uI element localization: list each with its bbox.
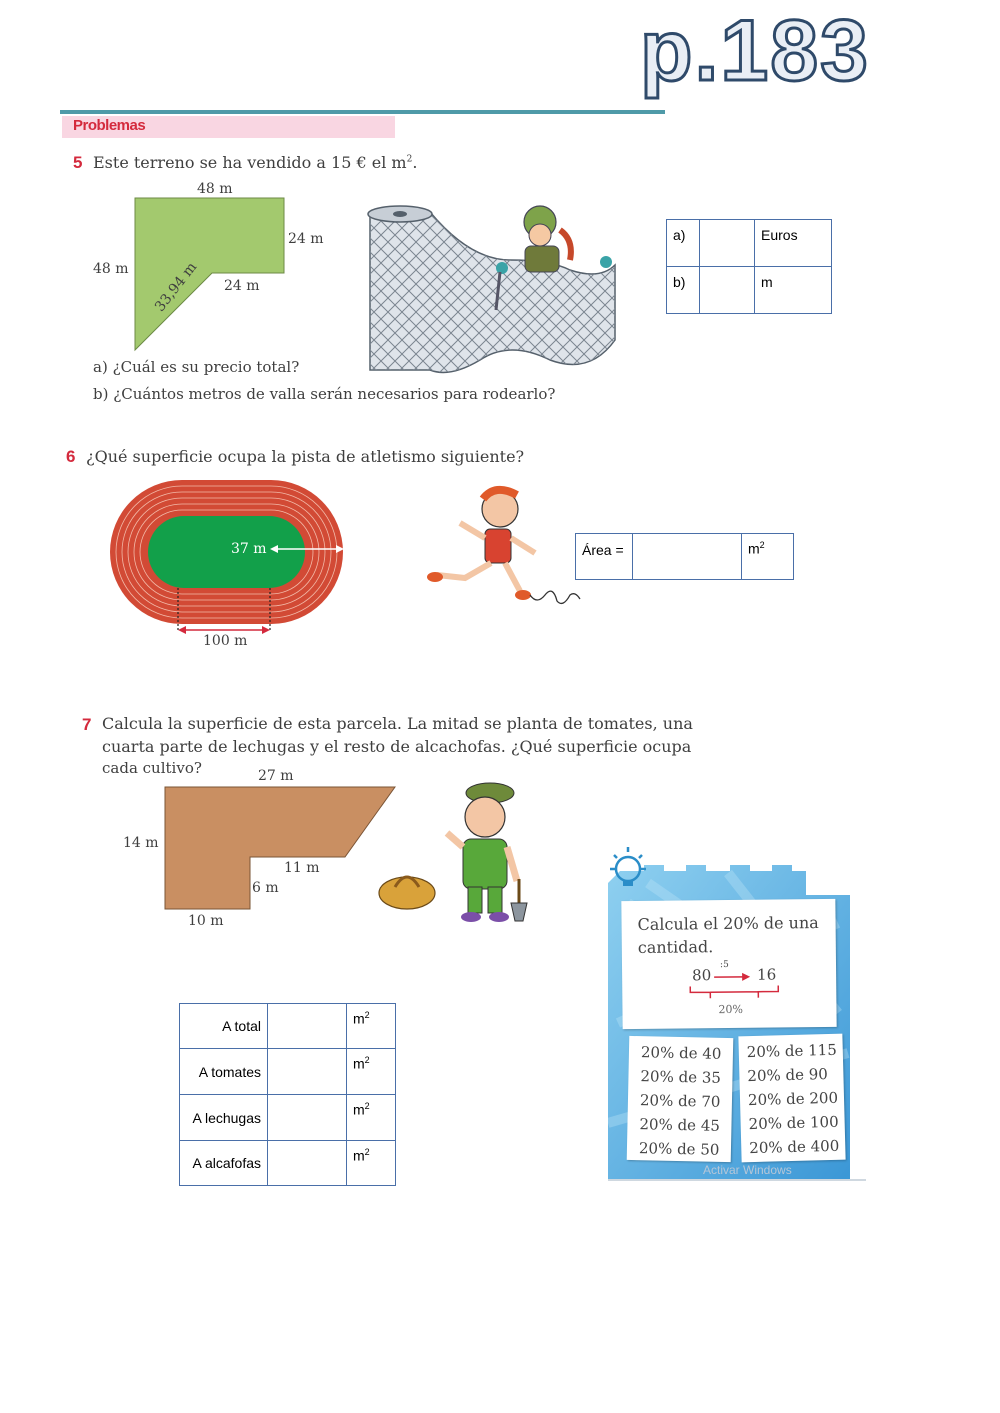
field-alcafofas[interactable] <box>268 1141 346 1185</box>
answer-field-b-cell <box>700 267 755 314</box>
question-6-text: ¿Qué superficie ocupa la pista de atletismo siguiente? <box>86 447 525 466</box>
field-alcafofas-cell <box>268 1141 347 1186</box>
area-answer-row <box>576 534 794 580</box>
unit-total: $m^2$ <box>347 1004 396 1049</box>
tip-bracket <box>688 985 780 1002</box>
tip-example-from: 80 <box>692 966 712 985</box>
field-lechugas[interactable] <box>268 1095 346 1140</box>
fence-roll-illustration <box>360 200 630 380</box>
pct-left-4: 20% de 45 <box>639 1115 721 1135</box>
field-tomates-cell <box>268 1049 347 1095</box>
question-5-part-b: b) ¿Cuántos metros de valla serán necesarios para rodearlo? <box>93 385 556 403</box>
field-total-cell <box>268 1004 347 1049</box>
tip-example-op: :5 <box>719 960 729 971</box>
answer-row-a <box>667 220 832 267</box>
label-alcafofas: A alcafofas <box>180 1141 268 1186</box>
tip-box <box>608 863 866 1181</box>
pct-right-5: 20% de 400 <box>749 1136 840 1158</box>
pct-left-2: 20% de 35 <box>640 1067 722 1087</box>
dim-q7-inner-horizontal: 11 m <box>284 860 320 876</box>
track-field <box>148 516 305 588</box>
tip-example-to: 16 <box>757 965 777 984</box>
dim-q7-top: 27 m <box>258 768 294 784</box>
pct-right-2: 20% de 90 <box>747 1065 829 1086</box>
area-unit: $m^2$ <box>742 534 794 580</box>
question-5-answer-table <box>666 219 832 314</box>
dim-q7-left: 14 m <box>123 835 159 851</box>
plot-figure <box>160 783 400 913</box>
unit-alcafofas: $m^2$ <box>347 1141 396 1186</box>
answer-row-b <box>667 267 832 314</box>
athletics-track-figure <box>108 478 353 653</box>
answer-row-tomates <box>180 1049 396 1095</box>
question-7-text-line2: cuarta parte de lechugas y el resto de alcachofas. ¿Qué superficie ocupa <box>102 737 692 756</box>
tip-line-2: cantidad. <box>637 937 714 957</box>
question-5-part-a: a) ¿Cuál es su precio total? <box>93 358 300 376</box>
field-lechugas-cell <box>268 1095 347 1141</box>
question-7-number: 7 <box>82 715 92 734</box>
dim-q5-inner: 24 m <box>224 278 260 294</box>
dim-q5-top: 48 m <box>197 181 233 197</box>
dim-q5-right: 24 m <box>288 231 324 247</box>
question-7-answer-table <box>179 1003 396 1186</box>
dim-q5-diagonal: 33,94 m <box>152 259 201 315</box>
dim-q7-inner-vertical: 6 m <box>252 880 279 896</box>
answer-unit-b: m <box>755 267 832 314</box>
pct-left-1: 20% de 40 <box>640 1043 722 1063</box>
plot-shape <box>165 787 395 909</box>
track-radius-label: 37 m <box>231 541 267 557</box>
unit-lechugas: $m^2$ <box>347 1095 396 1141</box>
label-tomates: A tomates <box>180 1049 268 1095</box>
question-5-text: Este terreno se ha vendido a 15 € el $m^2$. <box>93 153 418 172</box>
tip-right-list <box>738 1034 845 1163</box>
pct-right-4: 20% de 100 <box>748 1112 839 1134</box>
pct-left-5: 20% de 50 <box>638 1139 720 1159</box>
area-field[interactable] <box>633 534 741 579</box>
answer-label-b: b) <box>667 267 700 314</box>
pct-right-1: 20% de 115 <box>746 1040 837 1062</box>
tip-line-1: Calcula el 20% de una <box>637 913 819 934</box>
question-5-number: 5 <box>73 153 83 172</box>
label-total: A total <box>180 1004 268 1049</box>
terrain-shape <box>135 198 284 350</box>
label-lechugas: A lechugas <box>180 1095 268 1141</box>
tip-explanation-card <box>621 899 836 1029</box>
field-total[interactable] <box>268 1004 346 1048</box>
pct-right-3: 20% de 200 <box>747 1088 839 1110</box>
answer-field-a-cell <box>700 220 755 267</box>
tip-example-pct: 20% <box>718 1002 743 1017</box>
pct-left-3: 20% de 70 <box>639 1091 721 1111</box>
answer-unit-a: Euros <box>755 220 832 267</box>
area-field-cell <box>633 534 742 580</box>
watermark-text: Activar Windows <box>703 1163 792 1177</box>
tip-arrow-icon <box>712 972 752 982</box>
dim-q5-left: 48 m <box>93 261 129 277</box>
section-title: Problemas <box>73 117 146 134</box>
question-6-answer-table <box>575 533 794 580</box>
dim-q7-bottom: 10 m <box>188 913 224 929</box>
tip-left-list <box>627 1036 734 1162</box>
runner-illustration <box>425 483 585 608</box>
answer-label-a: a) <box>667 220 700 267</box>
unit-tomates: $m^2$ <box>347 1049 396 1095</box>
farmer-illustration <box>375 775 535 925</box>
answer-row-alcafofas <box>180 1141 396 1186</box>
area-label: Área = <box>576 534 633 580</box>
lightbulb-icon <box>598 841 658 901</box>
field-tomates[interactable] <box>268 1049 346 1094</box>
question-7-text-line3: cada cultivo? <box>102 759 202 777</box>
answer-row-total <box>180 1004 396 1049</box>
page-number: p.183 <box>640 3 870 99</box>
question-7-text-line1: Calcula la superficie de esta parcela. La mitad se planta de tomates, una <box>102 714 693 733</box>
header-rule <box>60 110 665 114</box>
answer-row-lechugas <box>180 1095 396 1141</box>
track-length-label: 100 m <box>203 633 248 649</box>
answer-field-b[interactable] <box>700 267 754 313</box>
answer-field-a[interactable] <box>700 220 754 266</box>
question-6-number: 6 <box>66 447 76 466</box>
tip-baseline <box>608 1179 866 1181</box>
